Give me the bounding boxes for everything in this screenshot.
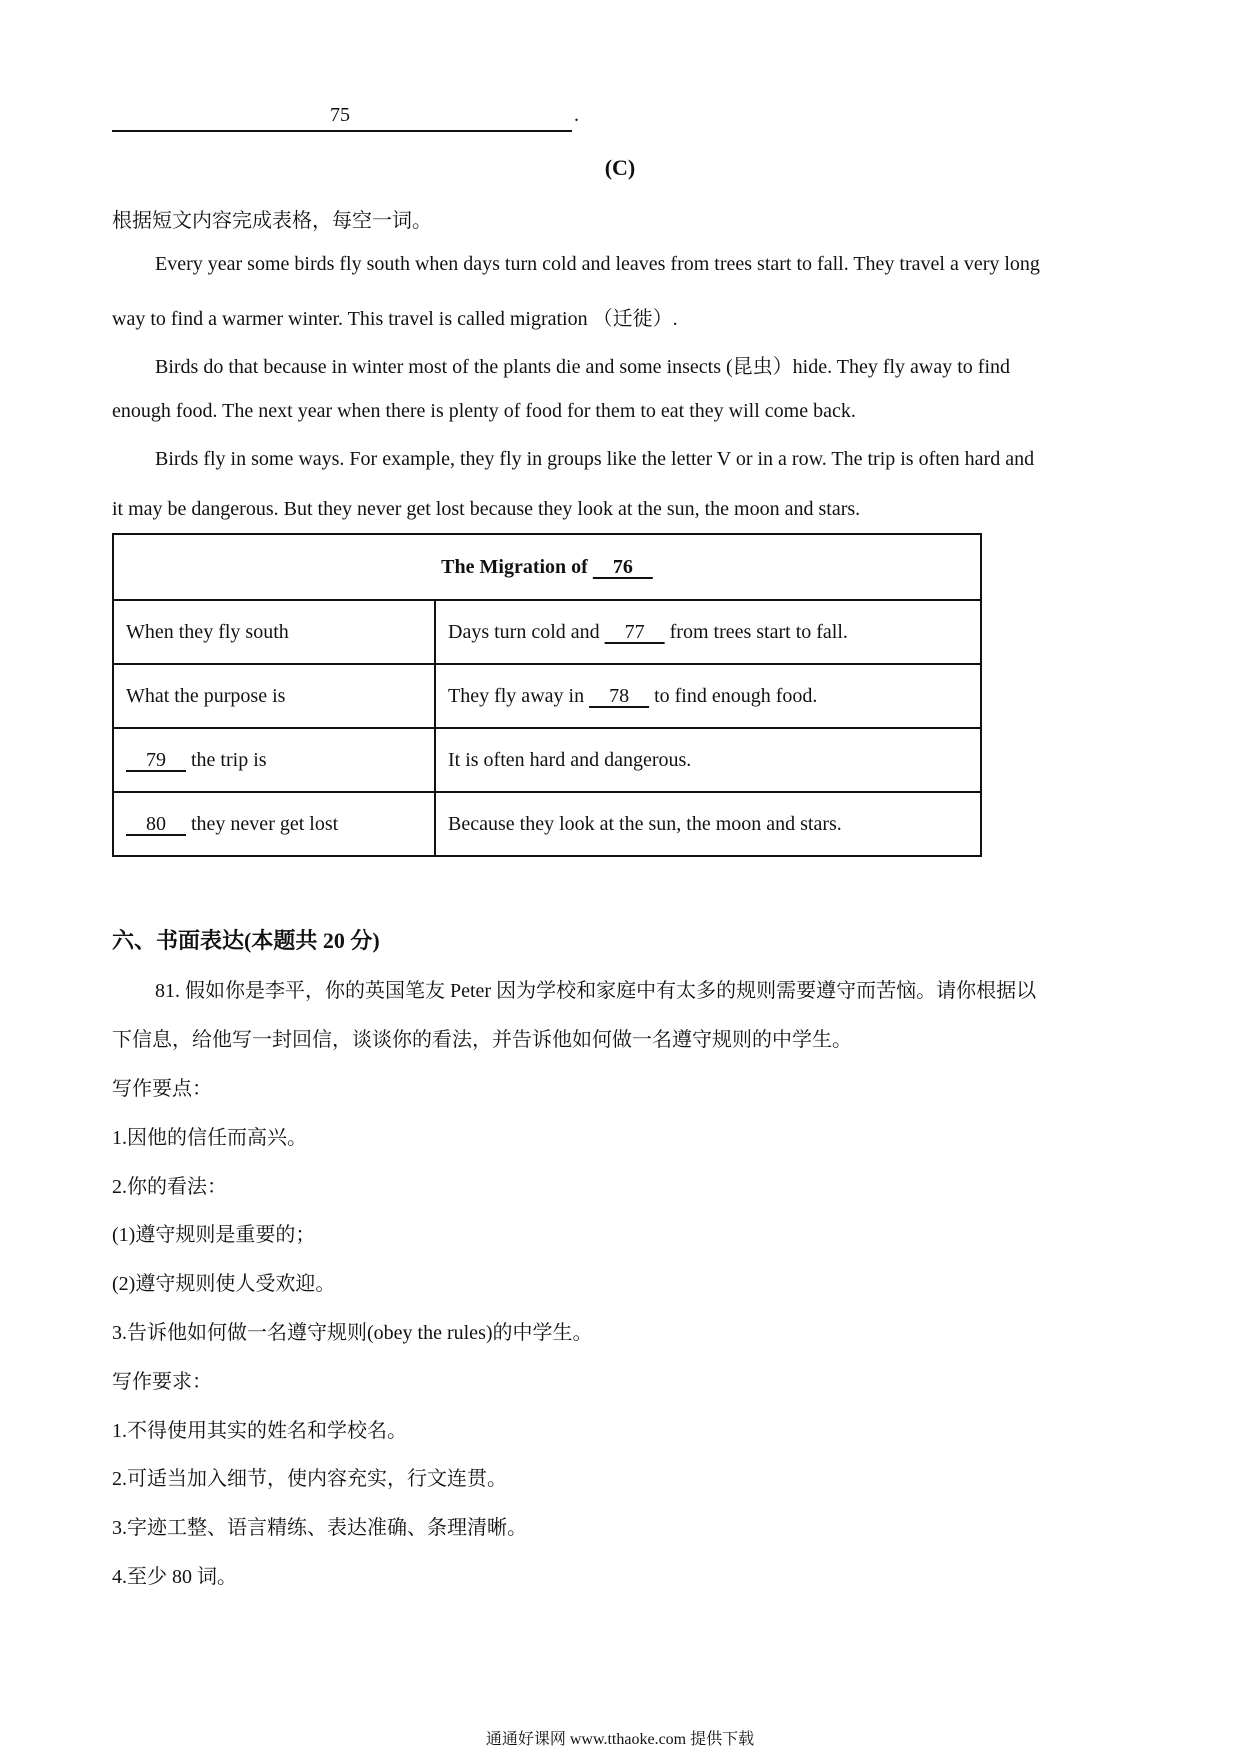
table-cell-right xyxy=(435,792,981,856)
blank-78: 78 xyxy=(589,684,650,707)
table-row xyxy=(113,792,981,856)
writing-point: (2)遵守规则使人受欢迎。 xyxy=(112,1273,336,1295)
table-row xyxy=(113,664,981,728)
section-c-label: (C) xyxy=(604,155,636,180)
table-cell-left xyxy=(113,728,435,792)
passage-line-6: it may be dangerous. But they never get lost because they look at the sun, the moon and stars. xyxy=(112,498,861,520)
answer-number: 75 xyxy=(330,104,350,126)
table-title-row xyxy=(113,534,981,600)
writing-req-label: 写作要求： xyxy=(112,1371,212,1393)
footer-source: 通通好课网 www.tthaoke.com 提供下载 xyxy=(485,1731,755,1748)
blank-79: 79 xyxy=(126,748,186,771)
table-row xyxy=(113,728,981,792)
row-right-text: Because they look at the sun, the moon and stars. xyxy=(448,812,842,835)
row-left-label: When they fly south xyxy=(126,620,289,643)
writing-req: 3.字迹工整、语言精练、表达准确、条理清晰。 xyxy=(112,1517,527,1539)
row-left-label: the trip is xyxy=(186,748,267,771)
passage-line-4: enough food. The next year when there is plenty of food for them to eat they will come back. xyxy=(112,400,856,422)
writing-req: 1.不得使用其实的姓名和学校名。 xyxy=(112,1420,407,1442)
row-right-text: Days turn cold and xyxy=(448,620,605,643)
passage-line-2: way to find a warmer winter. This travel is called migration （迁徙）. xyxy=(112,308,678,330)
row-left-label: they never get lost xyxy=(186,812,339,835)
writing-points-label: 写作要点： xyxy=(112,1078,212,1100)
writing-req: 4.至少 80 词。 xyxy=(112,1566,237,1588)
table-row xyxy=(113,600,981,664)
row-right-text-end: from trees start to fall. xyxy=(664,620,848,643)
row-left-label: What the purpose is xyxy=(126,684,286,707)
blank-76: 76 xyxy=(592,555,653,578)
migration-table xyxy=(112,533,982,857)
table-cell-left xyxy=(113,600,435,664)
writing-point: 3.告诉他如何做一名遵守规则(obey the rules)的中学生。 xyxy=(112,1322,593,1344)
table-cell-right xyxy=(435,728,981,792)
writing-point: (1)遵守规则是重要的； xyxy=(112,1224,316,1246)
passage-line-3: Birds do that because in winter most of the plants die and some insects (昆虫）hide. They fly away to find xyxy=(155,356,1011,378)
table-title-prefix: The Migration of xyxy=(441,555,593,578)
writing-point: 1.因他的信任而高兴。 xyxy=(112,1127,307,1149)
writing-prompt-line-2: 下信息，给他写一封回信，谈谈你的看法，并告诉他如何做一名遵守规则的中学生。 xyxy=(112,1029,852,1051)
table-cell-right xyxy=(435,664,981,728)
table-cell-left xyxy=(113,664,435,728)
writing-heading: 六、书面表达(本题共 20 分) xyxy=(112,928,380,953)
table-cell-left xyxy=(113,792,435,856)
row-right-text: They fly away in xyxy=(448,684,590,707)
answer-underline xyxy=(112,130,572,132)
answer-line-75 xyxy=(112,98,579,132)
passage-line-5: Birds fly in some ways. For example, they fly in groups like the letter V or in a row. The trip is often hard and xyxy=(155,448,1035,470)
writing-prompt-line-1: 81. 假如你是李平，你的英国笔友 Peter 因为学校和家庭中有太多的规则需要遵守而苦恼。请你根据以 xyxy=(155,980,1037,1002)
table-cell-right xyxy=(435,600,981,664)
answer-period: . xyxy=(574,104,579,126)
row-right-text-end: to find enough food. xyxy=(649,684,818,707)
passage-line-1: Every year some birds fly south when days turn cold and leaves from trees start to fall. They travel a very long xyxy=(155,253,1040,275)
row-right-text: It is often hard and dangerous. xyxy=(448,748,692,771)
writing-req: 2.可适当加入细节，使内容充实，行文连贯。 xyxy=(112,1468,507,1490)
blank-77: 77 xyxy=(604,620,665,643)
instruction-c: 根据短文内容完成表格，每空一词。 xyxy=(112,210,432,232)
blank-80: 80 xyxy=(126,812,186,835)
table-title xyxy=(113,534,981,600)
writing-point: 2.你的看法： xyxy=(112,1176,227,1198)
